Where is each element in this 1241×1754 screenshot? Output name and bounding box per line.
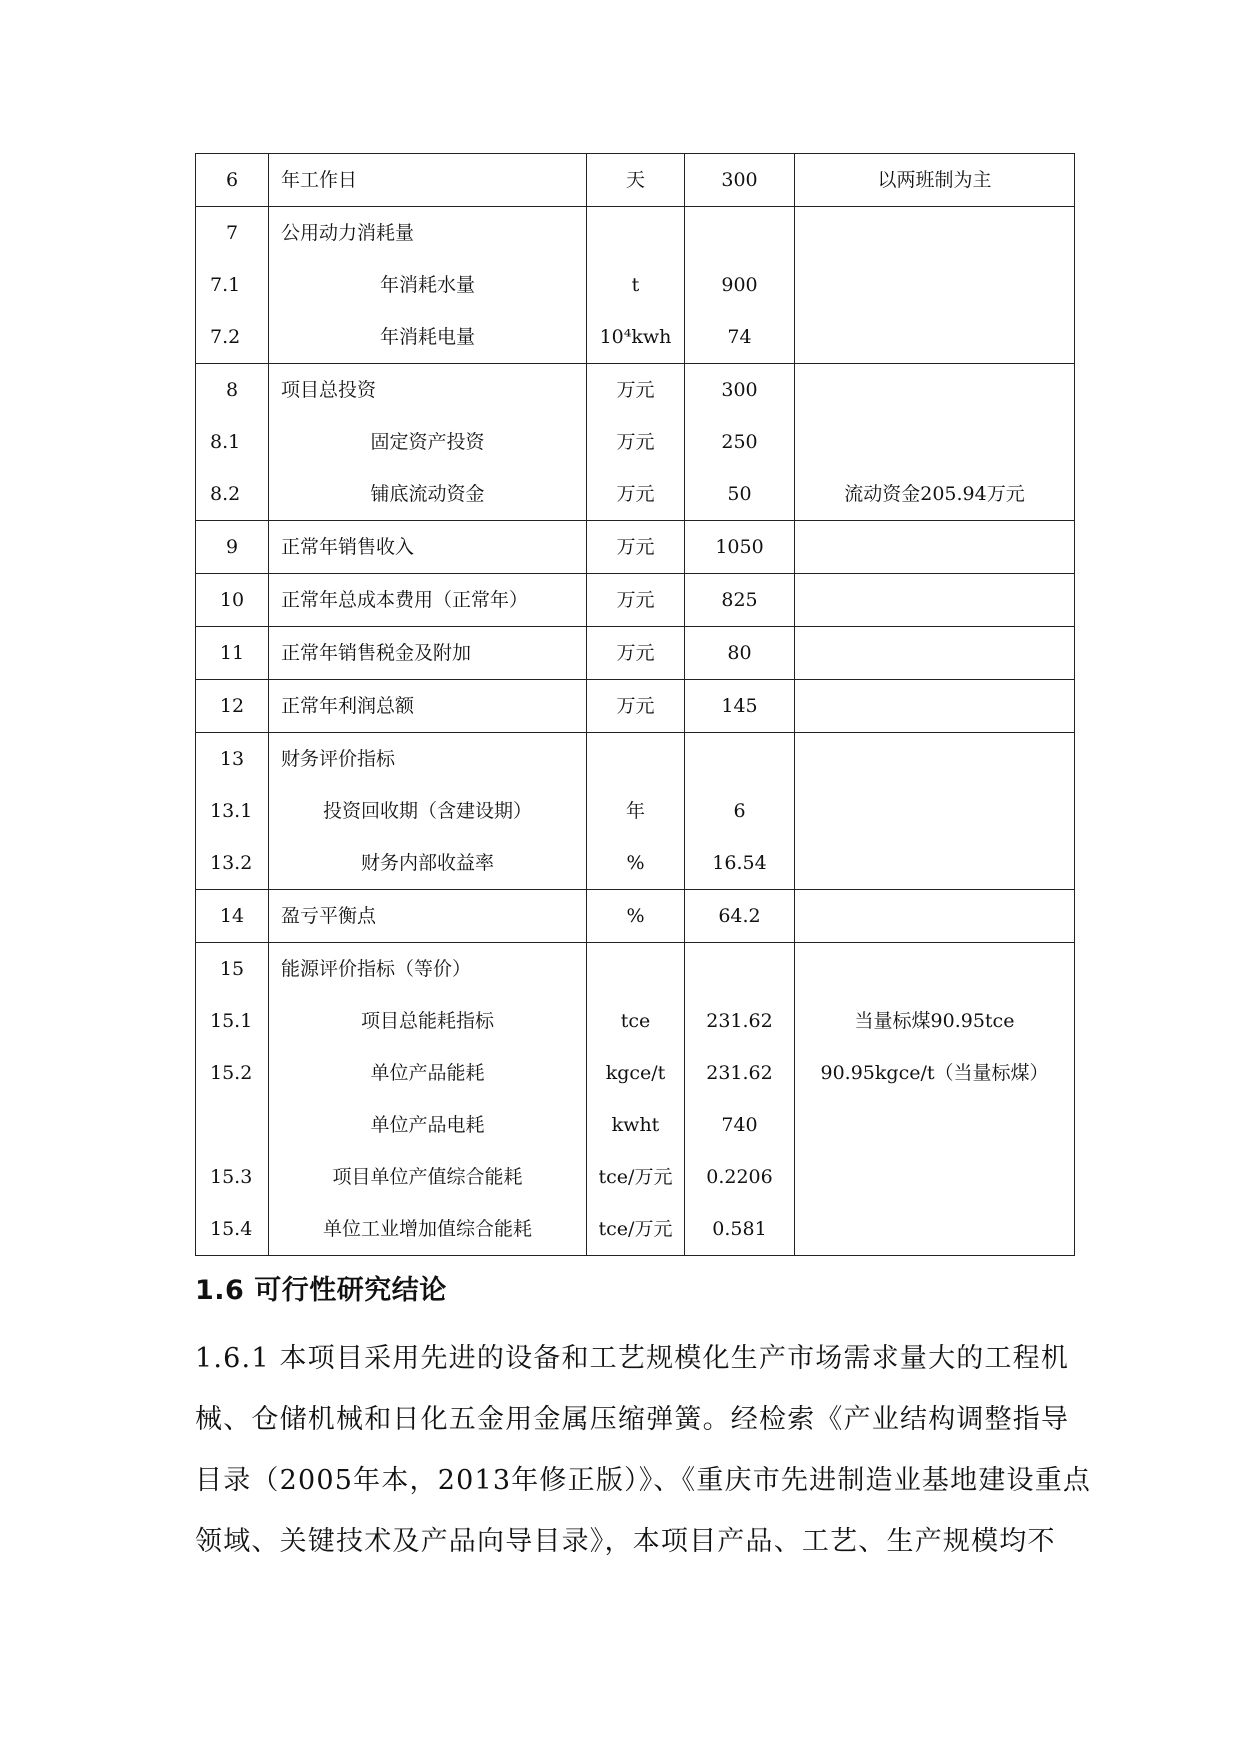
row-number-text: 8.1 (210, 431, 241, 453)
conclusion-paragraph (195, 1328, 1095, 1572)
note-text (795, 416, 1074, 468)
unit-text: tce/万元 (598, 1166, 673, 1188)
unit-text: 万元 (616, 536, 655, 558)
table-row (196, 207, 1075, 364)
table-row (196, 943, 1075, 1256)
note-cell (795, 154, 1075, 207)
value-cell (685, 943, 795, 1256)
item-name-cell (269, 521, 587, 574)
row-number-cell (196, 627, 269, 680)
unit-text: % (626, 852, 645, 874)
item-name-text: 正常年利润总额 (281, 695, 415, 717)
table-row (196, 364, 1075, 521)
item-name-text: 年消耗电量 (379, 326, 475, 348)
paragraph-line: 目录（2005年本，2013年修正版）》、《重庆市先进制造业基地建设重点 (195, 1465, 1092, 1496)
value-text: 1050 (715, 536, 764, 558)
value-cell (685, 733, 795, 890)
unit-cell (587, 521, 685, 574)
item-name-text: 固定资产投资 (370, 431, 485, 453)
note-cell (795, 943, 1075, 1256)
note-cell (795, 364, 1075, 521)
value-text (685, 733, 794, 785)
unit-cell (587, 733, 685, 890)
unit-text: 万元 (616, 589, 655, 611)
item-name-text: 年工作日 (281, 169, 358, 191)
value-text: 16.54 (712, 852, 767, 874)
row-number-text: 7.2 (210, 326, 241, 348)
value-text: 231.62 (706, 1010, 773, 1032)
item-name-text: 正常年总成本费用（正常年） (281, 589, 529, 611)
note-text (795, 680, 1074, 732)
row-number-text: 15.2 (210, 1062, 253, 1084)
note-cell (795, 733, 1075, 890)
value-text: 0.2206 (706, 1166, 773, 1188)
value-text: 6 (733, 800, 746, 822)
row-number-cell (196, 890, 269, 943)
item-name-text: 投资回收期（含建设期） (322, 800, 532, 822)
row-number-cell (196, 207, 269, 364)
section-heading: 1.6 可行性研究结论 (195, 1275, 447, 1306)
unit-cell (587, 207, 685, 364)
unit-text: 万元 (616, 431, 655, 453)
note-text (795, 837, 1074, 889)
row-number-text (196, 1099, 268, 1151)
item-name-cell (269, 943, 587, 1256)
note-cell (795, 521, 1075, 574)
note-text (795, 311, 1074, 363)
item-name-cell (269, 364, 587, 521)
row-number-text: 10 (219, 589, 245, 611)
value-cell (685, 627, 795, 680)
table-row (196, 627, 1075, 680)
note-text: 以两班制为主 (877, 169, 992, 191)
paragraph-line: 领域、关键技术及产品向导目录》，本项目产品、工艺、生产规模均不 (195, 1526, 1056, 1557)
row-number-text: 14 (219, 905, 245, 927)
value-text: 0.581 (712, 1218, 767, 1240)
unit-text (587, 943, 684, 995)
note-text (795, 785, 1074, 837)
note-text (795, 943, 1074, 995)
unit-text: % (626, 905, 645, 927)
note-text: 流动资金205.94万元 (844, 483, 1025, 505)
unit-text: 10⁴kwh (599, 326, 672, 348)
value-text: 50 (727, 483, 752, 505)
unit-text: t (631, 274, 640, 296)
unit-text: 万元 (616, 483, 655, 505)
row-number-text: 13.2 (210, 852, 253, 874)
value-text (685, 207, 794, 259)
project-indicator-table (195, 153, 1075, 1256)
value-text: 74 (727, 326, 752, 348)
note-cell (795, 627, 1075, 680)
item-name-text: 财务评价指标 (281, 748, 396, 770)
row-number-text: 15.4 (210, 1218, 253, 1240)
row-number-text: 6 (225, 169, 239, 191)
row-number-text: 11 (219, 642, 245, 664)
unit-text: kgce/t (605, 1062, 666, 1084)
table-row (196, 154, 1075, 207)
note-text (795, 207, 1074, 259)
note-text (795, 1203, 1074, 1255)
note-text: 当量标煤90.95tce (854, 1010, 1015, 1032)
paragraph-line: 械、仓储机械和日化五金用金属压缩弹簧。经检索《产业结构调整指导 (195, 1404, 1070, 1435)
row-number-cell (196, 943, 269, 1256)
table-row (196, 733, 1075, 890)
note-cell (795, 574, 1075, 627)
item-name-cell (269, 733, 587, 890)
item-name-cell (269, 890, 587, 943)
value-text: 80 (727, 642, 752, 664)
note-text (795, 521, 1074, 573)
note-cell (795, 207, 1075, 364)
note-text (795, 364, 1074, 416)
note-text (795, 733, 1074, 785)
unit-text (587, 733, 684, 785)
note-text (795, 574, 1074, 626)
unit-text: 年 (625, 800, 645, 822)
table-row (196, 521, 1075, 574)
row-number-text: 15 (219, 958, 245, 980)
value-text: 825 (721, 589, 758, 611)
table-row (196, 574, 1075, 627)
paragraph-line: 1.6.1 本项目采用先进的设备和工艺规模化生产市场需求量大的工程机 (195, 1343, 1070, 1374)
row-number-text: 8.2 (210, 483, 241, 505)
unit-text: 万元 (616, 695, 655, 717)
row-number-text: 8 (225, 379, 239, 401)
value-text: 250 (721, 431, 758, 453)
item-name-cell (269, 207, 587, 364)
row-number-cell (196, 574, 269, 627)
item-name-cell (269, 680, 587, 733)
unit-cell (587, 943, 685, 1256)
value-cell (685, 574, 795, 627)
item-name-text: 正常年销售税金及附加 (281, 642, 472, 664)
row-number-text: 7.1 (210, 274, 241, 296)
row-number-text: 15.3 (210, 1166, 253, 1188)
note-cell (795, 890, 1075, 943)
item-name-cell (269, 154, 587, 207)
item-name-text: 项目总投资 (281, 379, 377, 401)
item-name-text: 能源评价指标（等价） (281, 958, 472, 980)
table-row (196, 890, 1075, 943)
item-name-text: 铺底流动资金 (370, 483, 485, 505)
note-text (795, 1151, 1074, 1203)
row-number-text: 13 (219, 748, 245, 770)
row-number-text: 15.1 (210, 1010, 253, 1032)
unit-cell (587, 364, 685, 521)
value-cell (685, 364, 795, 521)
value-text: 300 (721, 379, 758, 401)
row-number-cell (196, 364, 269, 521)
item-name-text: 年消耗水量 (379, 274, 475, 296)
note-text (795, 1099, 1074, 1151)
unit-text: 万元 (616, 379, 655, 401)
row-number-cell (196, 733, 269, 890)
item-name-cell (269, 574, 587, 627)
row-number-cell (196, 680, 269, 733)
unit-cell (587, 574, 685, 627)
value-cell (685, 154, 795, 207)
item-name-text: 单位产品能耗 (370, 1062, 485, 1084)
value-cell (685, 207, 795, 364)
row-number-text: 13.1 (210, 800, 253, 822)
value-text (685, 943, 794, 995)
row-number-text: 7 (225, 222, 239, 244)
note-text (795, 890, 1074, 942)
value-text: 740 (721, 1114, 758, 1136)
value-cell (685, 521, 795, 574)
note-cell (795, 680, 1075, 733)
table-body (196, 154, 1075, 1256)
value-cell (685, 890, 795, 943)
unit-cell (587, 627, 685, 680)
unit-text: tce/万元 (598, 1218, 673, 1240)
row-number-cell (196, 154, 269, 207)
unit-text: kwht (611, 1114, 660, 1136)
table-row (196, 680, 1075, 733)
value-text: 300 (721, 169, 758, 191)
value-text: 231.62 (706, 1062, 773, 1084)
item-name-text: 项目单位产值综合能耗 (332, 1166, 523, 1188)
row-number-text: 12 (219, 695, 245, 717)
unit-text (587, 207, 684, 259)
item-name-text: 财务内部收益率 (360, 852, 494, 874)
unit-cell (587, 154, 685, 207)
unit-text: 万元 (616, 642, 655, 664)
item-name-text: 盈亏平衡点 (281, 905, 377, 927)
note-text: 90.95kgce/t（当量标煤） (820, 1062, 1049, 1084)
unit-text: 天 (625, 169, 645, 191)
item-name-cell (269, 627, 587, 680)
value-cell (685, 680, 795, 733)
item-name-text: 公用动力消耗量 (281, 222, 415, 244)
value-text: 900 (721, 274, 758, 296)
unit-text: tce (620, 1010, 651, 1032)
note-text (795, 259, 1074, 311)
unit-cell (587, 680, 685, 733)
unit-cell (587, 890, 685, 943)
item-name-text: 正常年销售收入 (281, 536, 415, 558)
value-text: 64.2 (718, 905, 761, 927)
note-text (795, 627, 1074, 679)
value-text: 145 (721, 695, 758, 717)
item-name-text: 项目总能耗指标 (360, 1010, 494, 1032)
item-name-text: 单位工业增加值综合能耗 (322, 1218, 532, 1240)
row-number-cell (196, 521, 269, 574)
item-name-text: 单位产品电耗 (370, 1114, 485, 1136)
row-number-text: 9 (225, 536, 239, 558)
